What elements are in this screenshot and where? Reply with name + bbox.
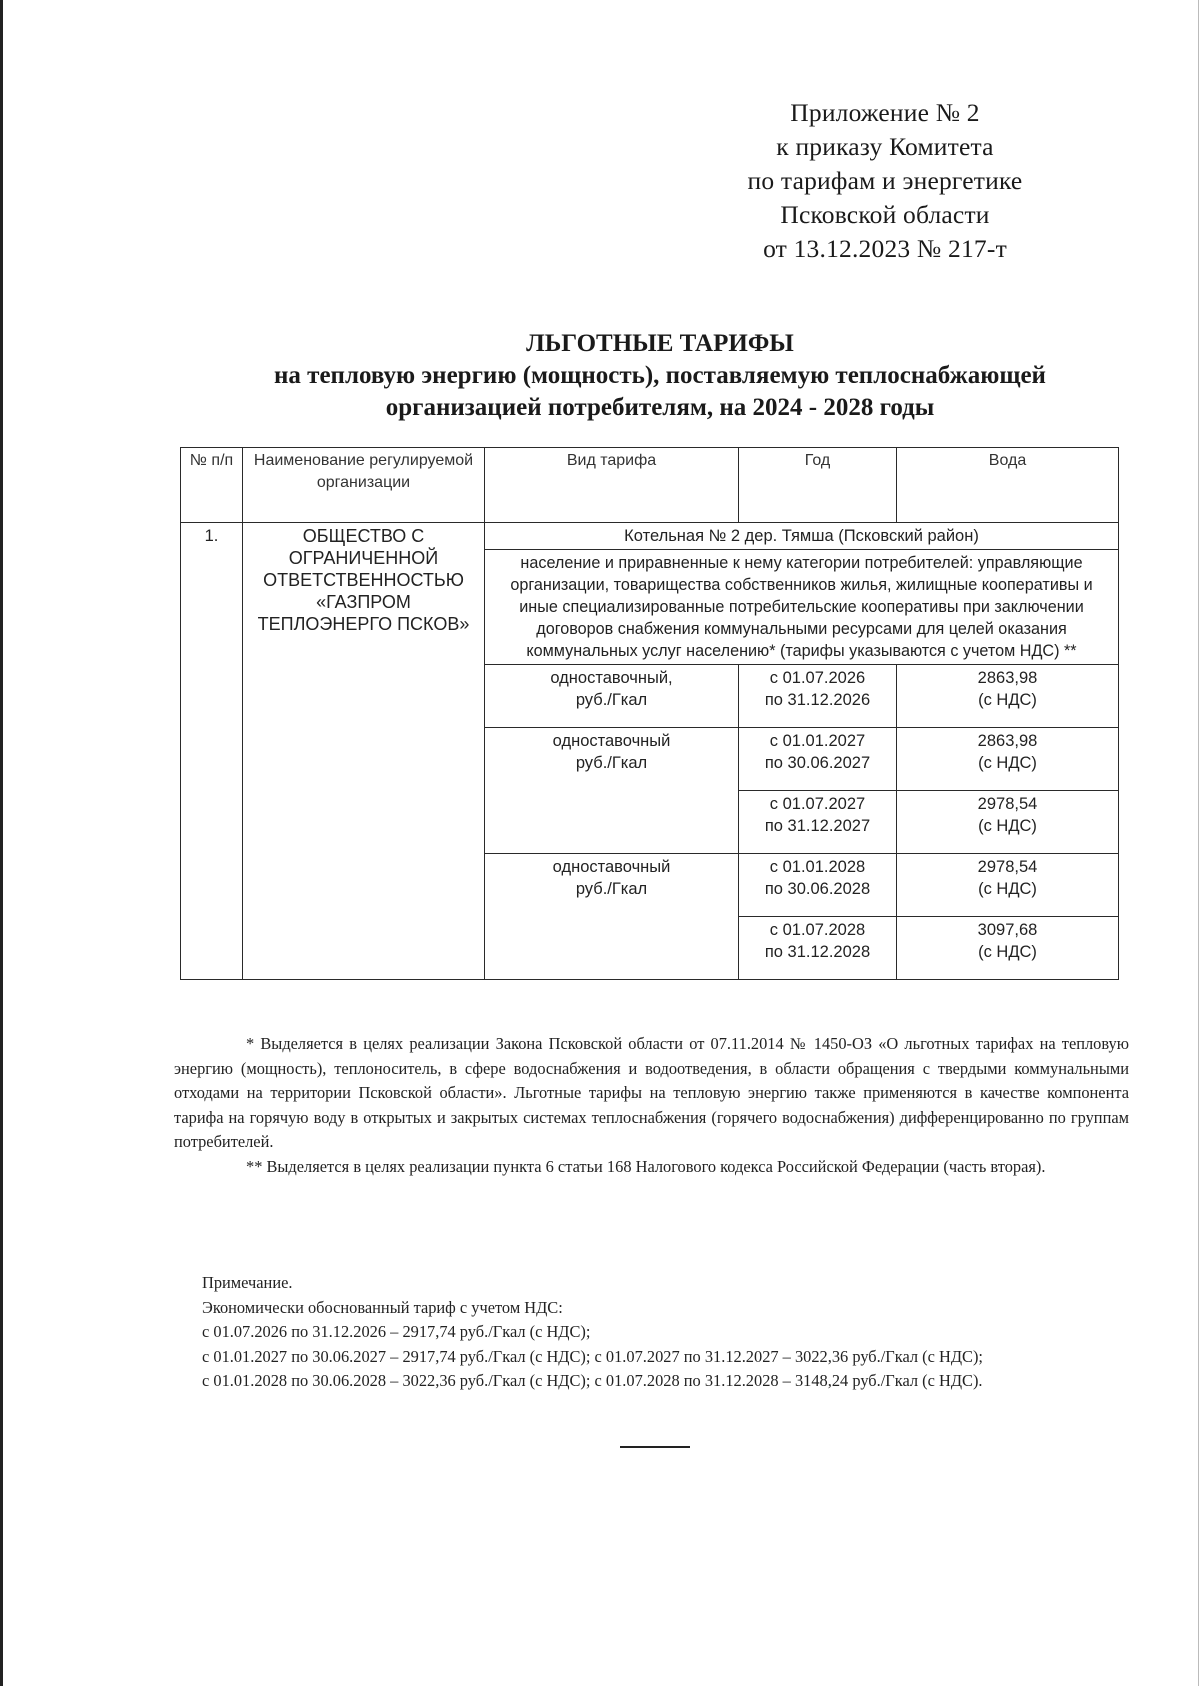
period-cell — [739, 728, 897, 791]
note-heading: Примечание. — [202, 1273, 293, 1292]
tariff-type-line-1: одноставочный — [552, 732, 671, 750]
header-num: № п/п — [181, 448, 243, 523]
vat-label: (с НДС) — [978, 817, 1037, 835]
period-from: с 01.01.2028 — [769, 858, 866, 876]
tariff-table — [180, 447, 1119, 980]
tariff-value: 3097,68 — [977, 921, 1038, 939]
value-cell — [897, 728, 1119, 791]
organization-name: ОБЩЕСТВО С ОГРАНИЧЕННОЙ ОТВЕТСТВЕННОСТЬЮ «ГАЗПРОМ ТЕПЛОЭНЕРГО ПСКОВ» — [243, 523, 485, 980]
period-cell — [739, 791, 897, 854]
appendix-line-3: по тарифам и энергетике — [747, 166, 1023, 195]
boiler-name: Котельная № 2 дер. Тямша (Псковский район) — [485, 523, 1119, 550]
vat-label: (с НДС) — [978, 880, 1037, 898]
table-row — [181, 523, 1119, 550]
period-from: с 01.01.2027 — [769, 732, 866, 750]
value-cell — [897, 917, 1119, 980]
period-from: с 01.07.2027 — [769, 795, 866, 813]
period-to: по 30.06.2027 — [764, 754, 871, 772]
period-cell — [739, 854, 897, 917]
note-line-3: с 01.01.2028 по 30.06.2028 – 3022,36 руб./Гкал (с НДС); с 01.07.2028 по 31.12.2028 – 3148,24 руб./Гкал (с НДС). — [202, 1371, 983, 1390]
tariff-type-cell — [485, 854, 739, 980]
value-cell — [897, 854, 1119, 917]
value-cell — [897, 791, 1119, 854]
appendix-line-2: к приказу Комитета — [776, 132, 994, 161]
tariff-type-cell — [485, 665, 739, 728]
row-number: 1. — [181, 523, 243, 980]
vat-label: (с НДС) — [978, 943, 1037, 961]
title-line-2: на тепловую энергию (мощность), поставляемую теплоснабжающей — [274, 362, 1046, 389]
title-line-3: организацией потребителям, на 2024 - 2028 годы — [385, 394, 935, 421]
end-divider — [620, 1446, 690, 1448]
tariff-type-cell — [485, 728, 739, 854]
footnote-one-star: * Выделяется в целях реализации Закона Псковской области от 07.11.2014 № 1450-ОЗ «О льготных тарифах на тепловую энергию (мощность), теплоноситель, в сфере водоснабжения и водоотведения, в области обращения с твердыми коммунальными отходами на территории Псковской области». Льготные тарифы на тепловую энергию также применяются в качестве компонента тарифа на горячую воду в открытых и закрытых системах теплоснабжения (горячего водоснабжения) дифференцированно по группам потребителей. — [174, 1034, 1129, 1151]
period-to: по 31.12.2027 — [764, 817, 871, 835]
tariff-type-line-1: одноставочный — [552, 858, 671, 876]
tariff-value: 2978,54 — [977, 795, 1038, 813]
period-from: с 01.07.2028 — [769, 921, 866, 939]
appendix-line-4: Псковской области — [780, 200, 990, 229]
header-water: Вода — [897, 448, 1119, 523]
scan-edge-left — [0, 0, 3, 1686]
header-tariff-type: Вид тарифа — [485, 448, 739, 523]
vat-label: (с НДС) — [978, 754, 1037, 772]
period-to: по 31.12.2026 — [764, 691, 871, 709]
footnote-two-star: ** Выделяется в целях реализации пункта 6 статьи 168 Налогового кодекса Российской Федерации (часть вторая). — [246, 1156, 1046, 1176]
tariff-value: 2863,98 — [977, 732, 1038, 750]
vat-label: (с НДС) — [978, 691, 1037, 709]
footnotes — [174, 1032, 1129, 1179]
tariff-type-line-1: одноставочный, — [550, 669, 673, 687]
tariff-type-line-2: руб./Гкал — [575, 691, 648, 709]
header-org: Наименование регулируемой организации — [243, 448, 485, 523]
tariff-value: 2863,98 — [977, 669, 1038, 687]
period-cell — [739, 665, 897, 728]
period-to: по 30.06.2028 — [764, 880, 871, 898]
appendix-line-5: от 13.12.2023 № 217-т — [763, 234, 1007, 263]
header-year: Год — [739, 448, 897, 523]
appendix-line-1: Приложение № 2 — [790, 98, 980, 127]
consumer-category: население и приравненные к нему категории потребителей: управляющие организации, товарищества собственников жилья, жилищные кооперативы и иные специализированные потребительские кооперативы при заключении договоров снабжения коммунальными ресурсами для целей оказания коммунальных услуг населению* (тарифы указываются с учетом НДС) ** — [485, 550, 1119, 665]
title-line-1: ЛЬГОТНЫЕ ТАРИФЫ — [526, 330, 794, 357]
tariff-value: 2978,54 — [977, 858, 1038, 876]
table-header-row — [181, 448, 1119, 523]
note-intro: Экономически обоснованный тариф с учетом НДС: — [202, 1297, 563, 1317]
document-title — [160, 328, 1160, 424]
period-to: по 31.12.2028 — [764, 943, 871, 961]
appendix-header — [700, 96, 1070, 266]
note-line-1: с 01.07.2026 по 31.12.2026 – 2917,74 руб./Гкал (с НДС); — [202, 1322, 591, 1341]
tariff-type-line-2: руб./Гкал — [575, 880, 648, 898]
value-cell — [897, 665, 1119, 728]
note-section — [174, 1271, 1129, 1394]
scan-edge-right — [1198, 0, 1199, 1686]
period-cell — [739, 917, 897, 980]
tariff-type-line-2: руб./Гкал — [575, 754, 648, 772]
period-from: с 01.07.2026 — [769, 669, 866, 687]
note-line-2: с 01.01.2027 по 30.06.2027 – 2917,74 руб./Гкал (с НДС); с 01.07.2027 по 31.12.2027 – 3022,36 руб./Гкал (с НДС); — [202, 1346, 983, 1366]
